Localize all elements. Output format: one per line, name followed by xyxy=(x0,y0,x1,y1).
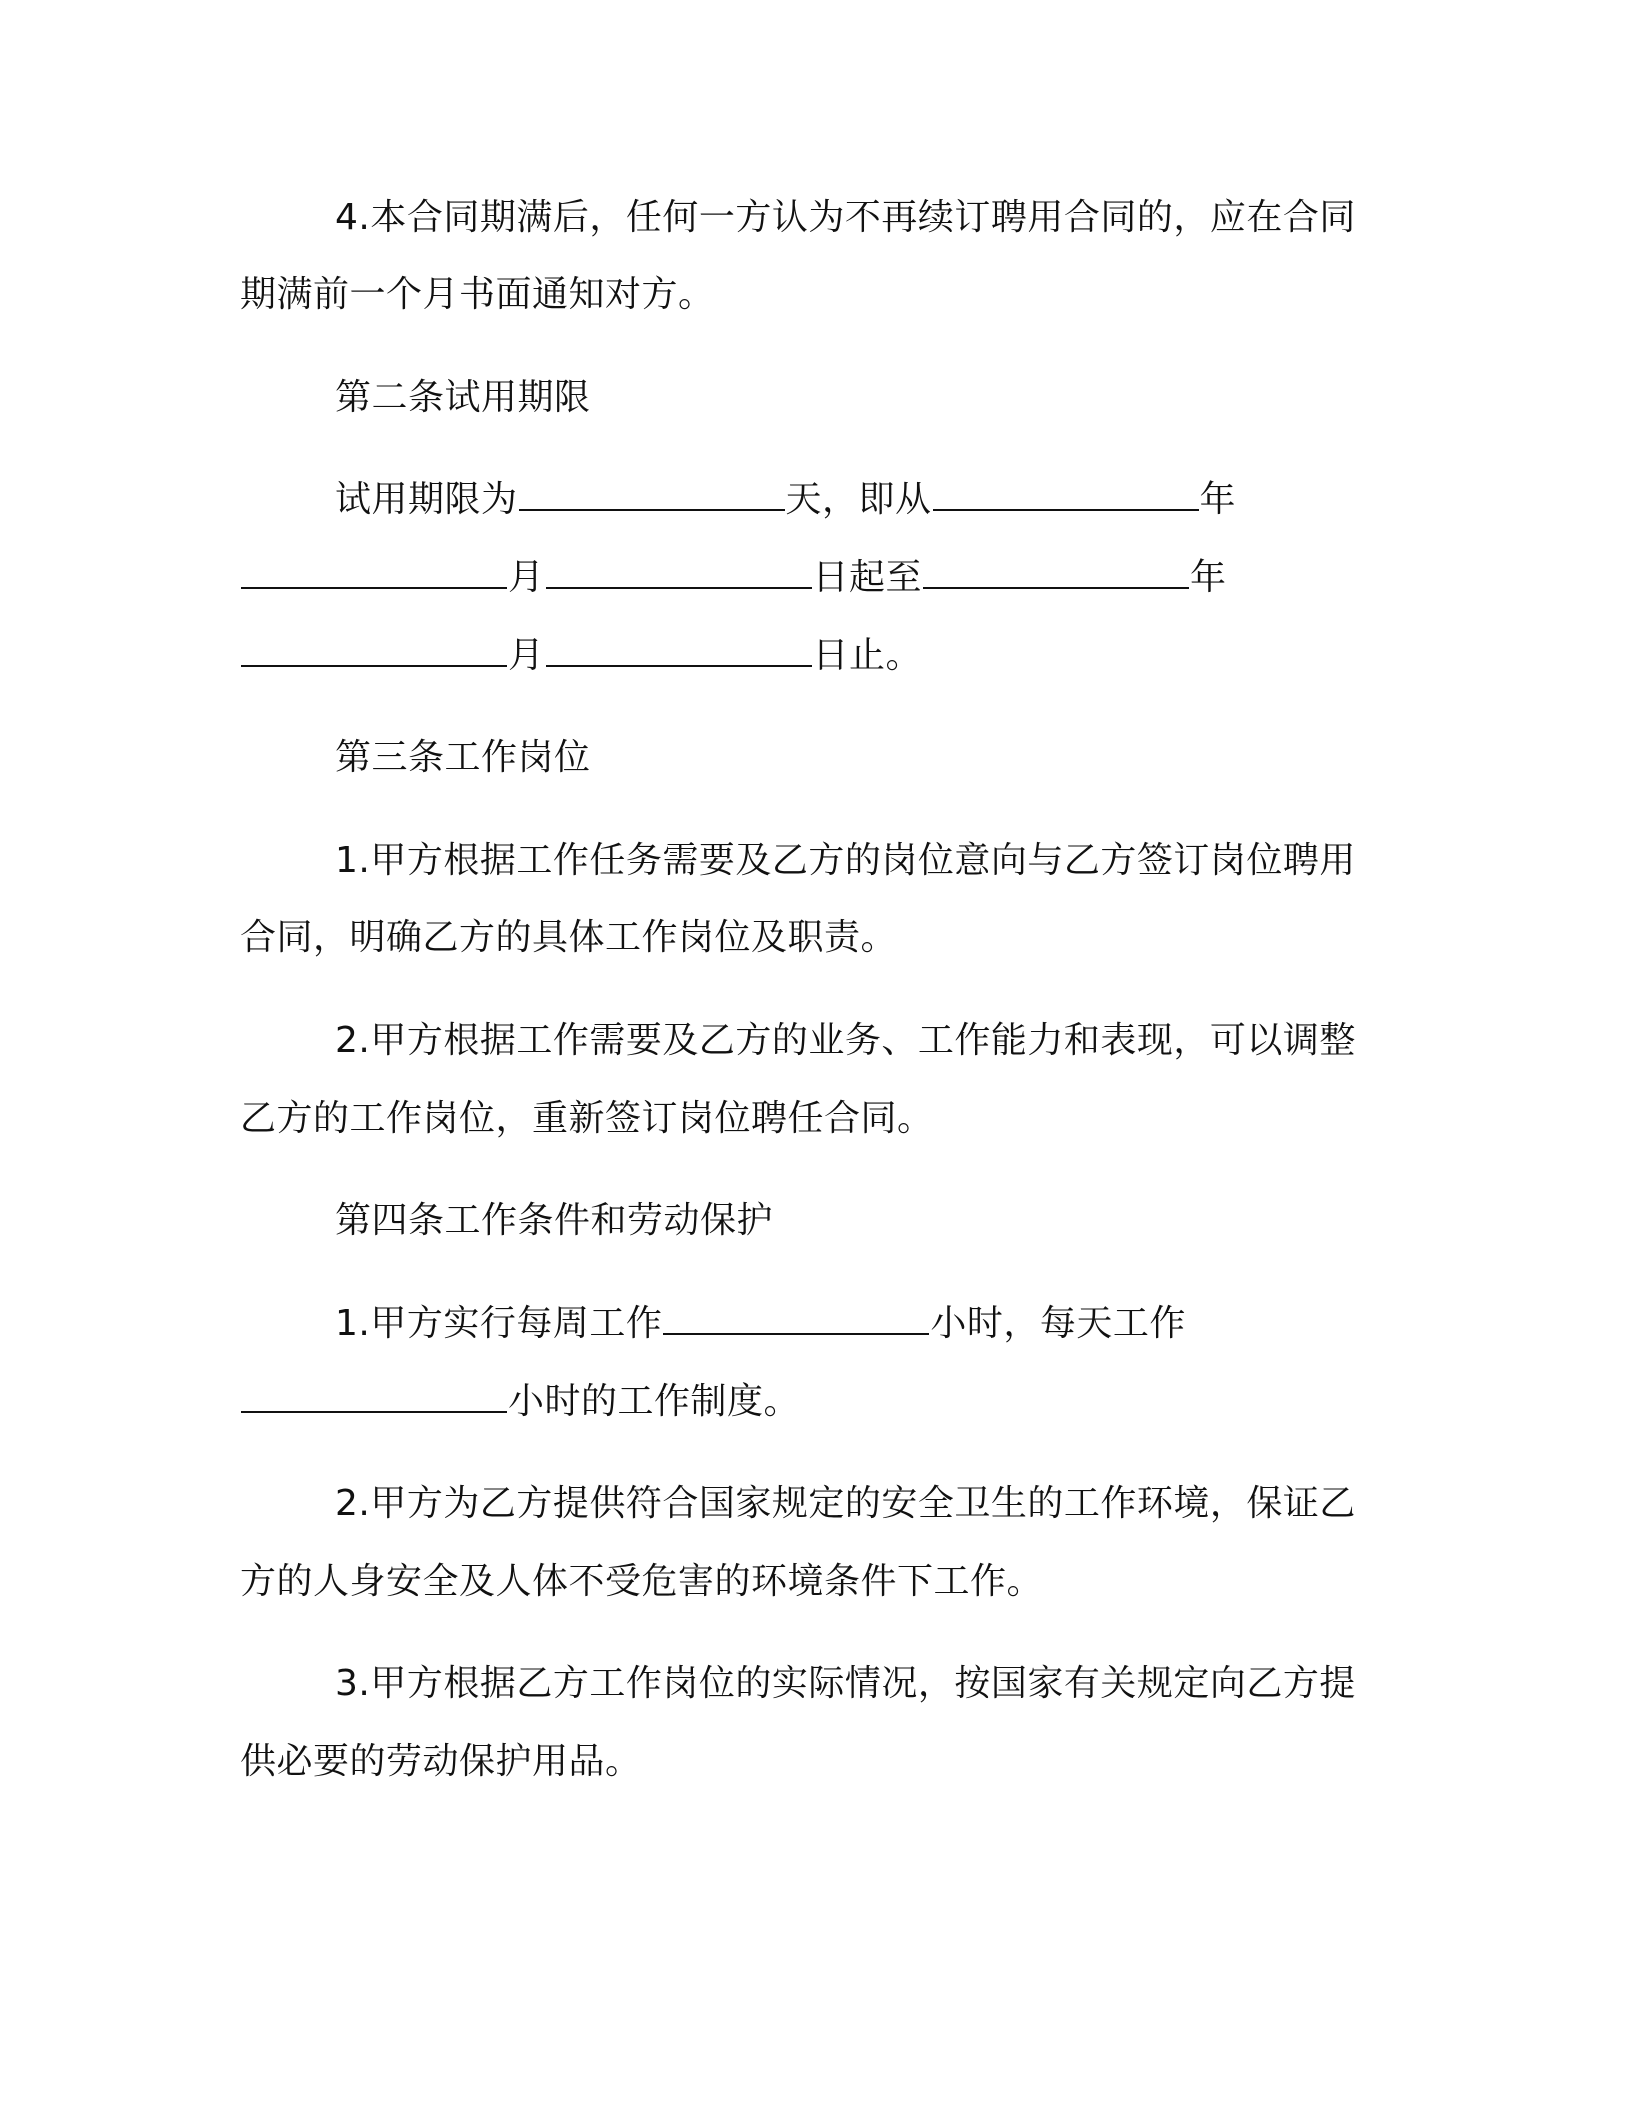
end-month-blank[interactable] xyxy=(241,635,507,667)
end-year-blank[interactable] xyxy=(923,557,1189,589)
probation-days-blank[interactable] xyxy=(519,479,785,511)
clause-item4-line2: 期满前一个月书面通知对方。 xyxy=(240,274,715,315)
article4-item1-line1 xyxy=(335,1302,1186,1346)
article3-item1-line1: 1.甲方根据工作任务需要及乙方的岗位意向与乙方签订岗位聘用 xyxy=(335,840,1356,881)
probation-text: 试用期限为 xyxy=(335,479,518,520)
article3-item1-line2: 合同，明确乙方的具体工作岗位及职责。 xyxy=(240,917,898,958)
probation-text: 日止。 xyxy=(812,635,923,676)
start-month-blank[interactable] xyxy=(241,557,507,589)
probation-text: 月 xyxy=(508,557,545,598)
article4-text: 小时，每天工作 xyxy=(930,1303,1186,1344)
article3-item2-line2: 乙方的工作岗位，重新签订岗位聘任合同。 xyxy=(240,1098,934,1139)
start-year-blank[interactable] xyxy=(933,479,1199,511)
weekly-hours-blank[interactable] xyxy=(663,1303,929,1335)
start-day-blank[interactable] xyxy=(546,557,812,589)
probation-text: 年 xyxy=(1190,557,1227,598)
article4-item3-line1: 3.甲方根据乙方工作岗位的实际情况，按国家有关规定向乙方提 xyxy=(335,1663,1356,1704)
daily-hours-blank[interactable] xyxy=(241,1381,507,1413)
article4-item2-line2: 方的人身安全及人体不受危害的环境条件下工作。 xyxy=(240,1561,1044,1602)
article3-heading: 第三条工作岗位 xyxy=(335,737,591,778)
article4-text: 小时的工作制度。 xyxy=(508,1381,801,1422)
article4-item1-line2 xyxy=(240,1380,800,1424)
probation-line1 xyxy=(335,478,1236,522)
probation-text: 年 xyxy=(1199,479,1237,520)
probation-text: 月 xyxy=(508,635,545,676)
article4-item3-line2: 供必要的劳动保护用品。 xyxy=(240,1741,642,1782)
article3-item2-line1: 2.甲方根据工作需要及乙方的业务、工作能力和表现，可以调整 xyxy=(335,1020,1356,1061)
article4-item2-line1: 2.甲方为乙方提供符合国家规定的安全卫生的工作环境，保证乙 xyxy=(335,1483,1356,1524)
probation-text: 日起至 xyxy=(812,557,923,598)
article4-heading: 第四条工作条件和劳动保护 xyxy=(335,1200,774,1241)
article2-heading: 第二条试用期限 xyxy=(335,377,591,418)
probation-text: 天，即从 xyxy=(785,479,932,520)
probation-line2 xyxy=(240,556,1227,600)
probation-line3 xyxy=(240,634,922,678)
clause-item4-line1: 4.本合同期满后，任何一方认为不再续订聘用合同的，应在合同 xyxy=(335,197,1356,238)
article4-text: 1.甲方实行每周工作 xyxy=(335,1303,663,1344)
end-day-blank[interactable] xyxy=(546,635,812,667)
